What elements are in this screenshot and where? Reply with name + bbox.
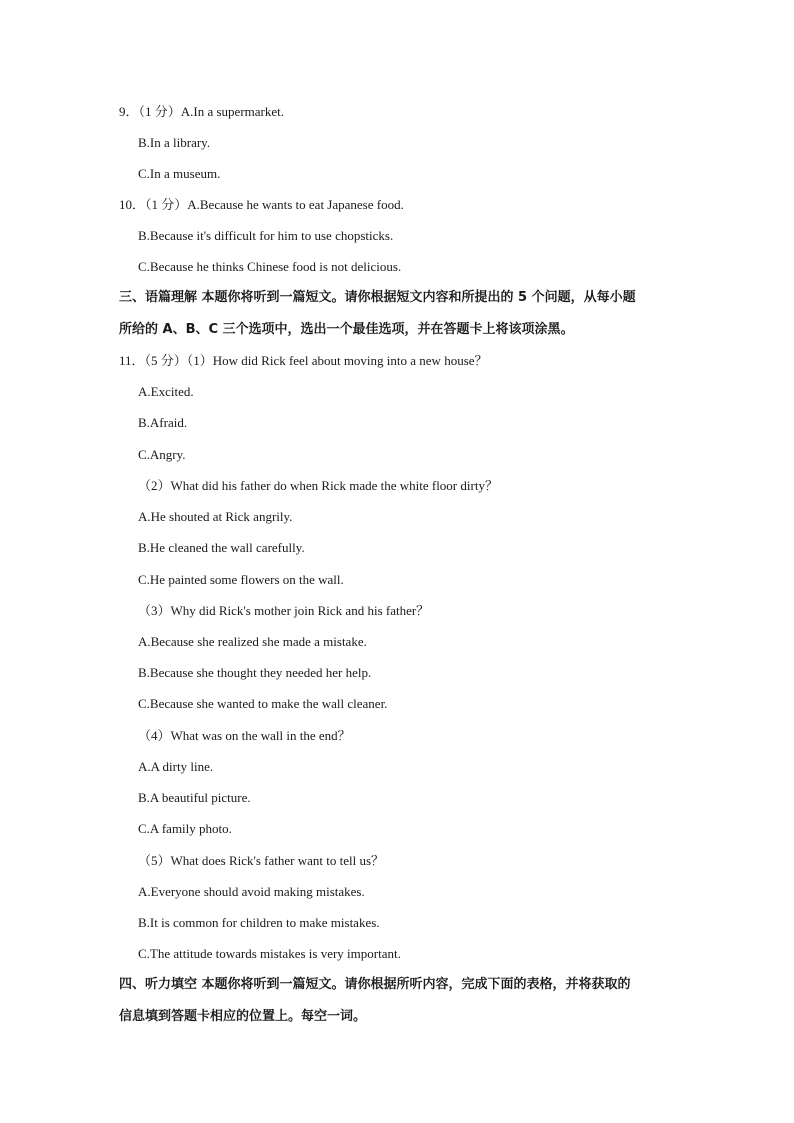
q11-5-stem: （5）What does Rick's father want to tell us？ — [138, 853, 385, 868]
q11-1-option-b: B.Afraid. — [138, 415, 188, 430]
q11-2-option-a: A.He shouted at Rick angrily. — [138, 509, 293, 524]
q11-4-option-b: B.A beautiful picture. — [138, 790, 251, 805]
q11-3-option-b: B.Because she thought they needed her help. — [138, 665, 372, 680]
q11-5-option-b: B.It is common for children to make mistakes. — [138, 915, 380, 930]
q11-2-option-b: B.He cleaned the wall carefully. — [138, 540, 305, 555]
q11-1-option-a: A.Excited. — [138, 384, 194, 399]
q11-3-option-a: A.Because she realized she made a mistake. — [138, 634, 367, 649]
question-10-option-c: C.Because he thinks Chinese food is not delicious. — [138, 259, 402, 274]
q11-4-option-a: A.A dirty line. — [138, 759, 214, 774]
q11-5-option-a: A.Everyone should avoid making mistakes. — [138, 884, 365, 899]
q11-2-option-c: C.He painted some flowers on the wall. — [138, 572, 344, 587]
q11-1-option-c: C.Angry. — [138, 447, 186, 462]
q11-2-stem: （2）What did his father do when Rick made the white floor dirty？ — [138, 478, 498, 493]
question-9-stem: 9．（1 分）A.In a supermarket. — [119, 104, 284, 119]
question-9-option-c: C.In a museum. — [138, 166, 221, 181]
question-9-option-b: B.In a library. — [138, 135, 211, 150]
question-11-stem: 11．（5 分）（1）How did Rick feel about moving into a new house？ — [119, 353, 488, 368]
question-10-stem: 10．（1 分）A.Because he wants to eat Japanese food. — [119, 197, 404, 212]
section-4-heading-line1: 四、听力填空 本题你将听到一篇短文。请你根据所听内容，完成下面的表格，并将获取的 — [119, 977, 631, 992]
q11-3-option-c: C.Because she wanted to make the wall cleaner. — [138, 696, 388, 711]
section-3-heading-line1: 三、语篇理解 本题你将听到一篇短文。请你根据短文内容和所提出的 5 个问题，从每小题 — [119, 290, 636, 305]
q11-4-stem: （4）What was on the wall in the end？ — [138, 728, 351, 743]
section-4-heading-line2: 信息填到答题卡相应的位置上。每空一词。 — [119, 1009, 367, 1024]
section-3-heading-line2: 所给的 A、B、C 三个选项中，选出一个最佳选项，并在答题卡上将该项涂黑。 — [119, 322, 574, 337]
question-10-option-b: B.Because it's difficult for him to use chopsticks. — [138, 228, 394, 243]
q11-5-option-c: C.The attitude towards mistakes is very important. — [138, 946, 401, 961]
q11-3-stem: （3）Why did Rick's mother join Rick and his father？ — [138, 603, 430, 618]
q11-4-option-c: C.A family photo. — [138, 821, 232, 836]
